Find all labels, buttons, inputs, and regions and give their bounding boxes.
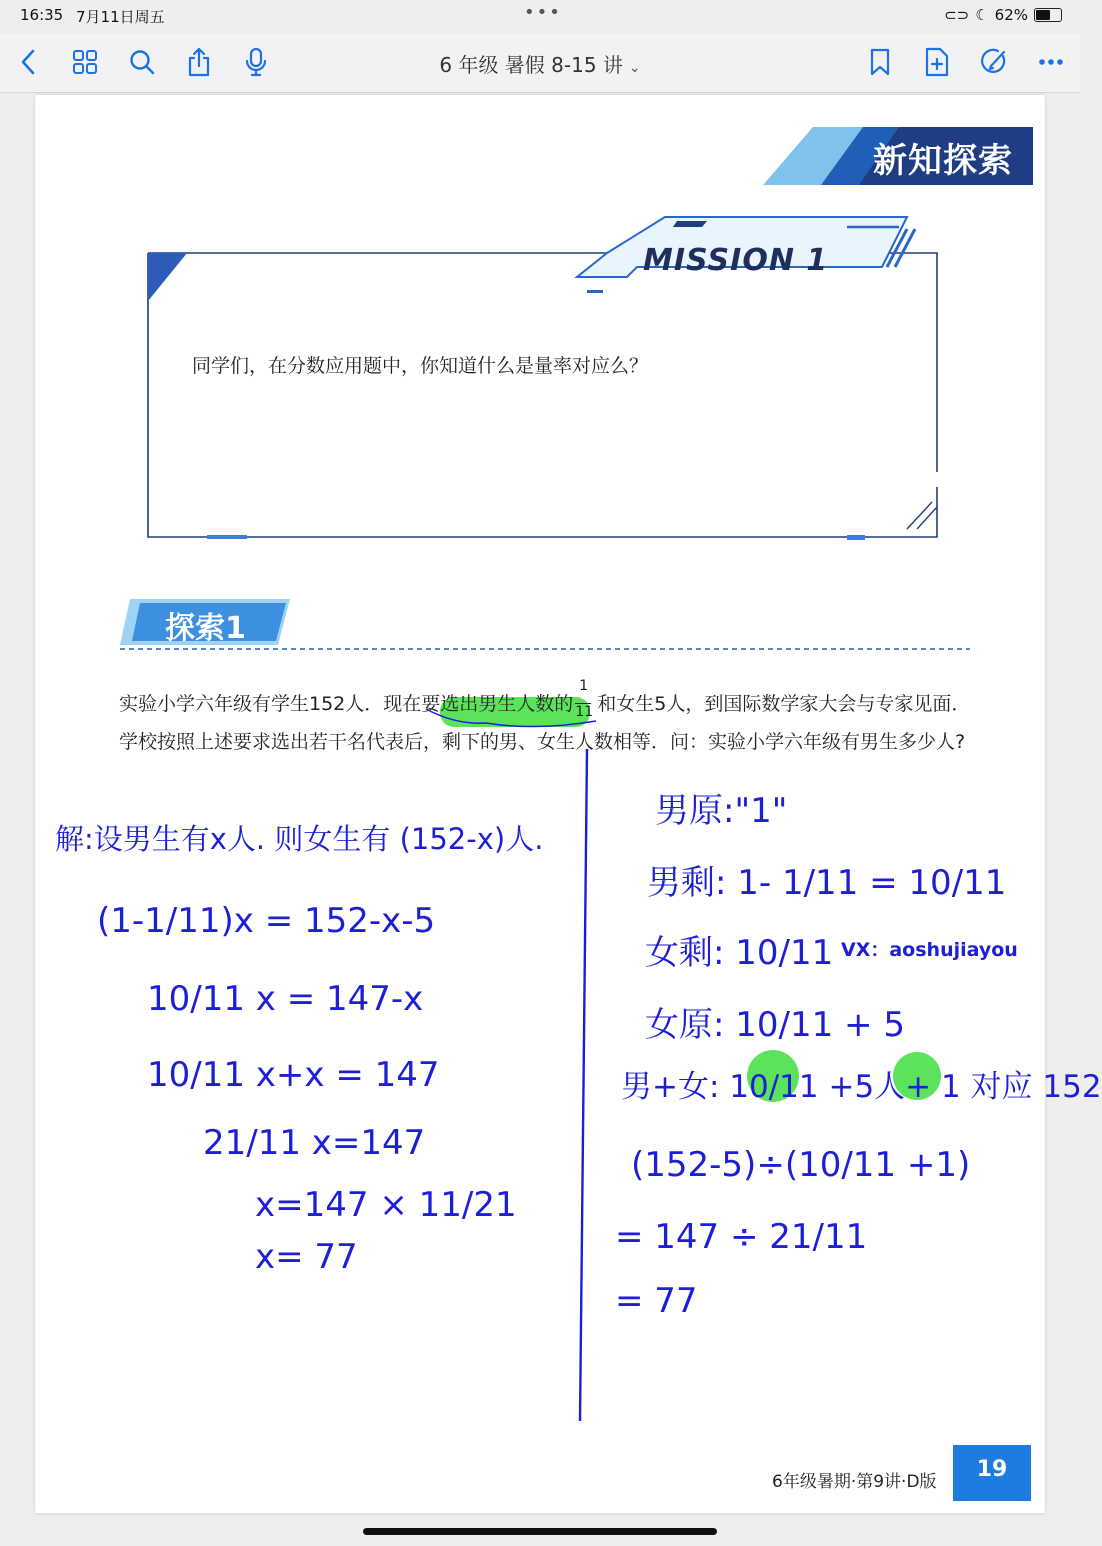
fraction-one-eleventh (575, 677, 594, 720)
mission-question: 同学们，在分数应用题中，你知道什么是量率对应么？ (192, 355, 649, 377)
more-icon[interactable] (1033, 44, 1069, 80)
handwriting-line: (152-5)÷(10/11 +1) (631, 1145, 971, 1185)
status-time: 16:35 (20, 6, 64, 24)
problem-text (119, 677, 989, 761)
status-right (944, 6, 1062, 24)
handwriting-line: 男+女: 10/11 +5人+ 1 对应 152 (621, 1069, 1102, 1105)
section-header-shape (120, 597, 980, 657)
problem-highlight (440, 693, 573, 715)
watermark-text: VX：aoshujiayou (841, 939, 1018, 961)
moon-icon: ☾ (975, 6, 989, 24)
toolbar (0, 34, 1080, 93)
section-title: 探索1 (165, 611, 246, 646)
page-number: 19 (976, 1457, 1008, 1482)
document-title[interactable] (0, 49, 1080, 78)
handwriting-line: 男剩: 1- 1/11 = 10/11 (647, 863, 1007, 903)
link-icon: ⊂⊃ (944, 6, 970, 24)
mission-title: MISSION 1 (643, 243, 829, 278)
handwriting-line: x=147 × 11/21 (255, 1185, 517, 1225)
fraction-denominator: 11 (575, 703, 594, 720)
handwriting-line: = 77 (615, 1281, 698, 1321)
battery-fill (1036, 10, 1050, 20)
chevron-down-icon[interactable]: ⌄ (628, 60, 641, 76)
handwriting-line: 解:设男生有x人. 则女生有 (152-x)人. (55, 822, 544, 856)
handwriting-line: 男原:"1" (655, 791, 788, 831)
battery-percent: 62% (994, 6, 1028, 24)
handwriting-line: x= 77 (255, 1237, 358, 1277)
problem-highlight-text: 选出男生人数的 (440, 693, 574, 715)
handwritten-divider (575, 745, 595, 1425)
handwriting-line: = 147 ÷ 21/11 (615, 1217, 868, 1257)
problem-part2: 和女生5人，到国际数学家大会与专家见面．学校按照上述要求选出若干名代表后，剩下的男、女生人数相等．问：实验小学六年级有男生多少人? (119, 693, 971, 753)
bookmark-icon[interactable] (862, 44, 898, 80)
battery-icon (1034, 8, 1062, 22)
handwriting-line: 10/11 x = 147-x (147, 979, 424, 1019)
status-date: 7月11日周五 (76, 8, 165, 26)
handwriting-line: 10/11 x+x = 147 (147, 1055, 440, 1095)
status-bar (0, 0, 1080, 34)
document-page[interactable] (35, 95, 1102, 1513)
handwriting-line: 女原: 10/11 + 5 (645, 1005, 905, 1045)
add-page-icon[interactable] (919, 44, 955, 80)
document-title-label: 6 年级 暑假 8-15 讲 (439, 53, 623, 77)
handwriting-line: 21/11 x=147 (203, 1123, 426, 1163)
handwriting-line: 女剩: 10/11 (645, 933, 834, 973)
multitask-dots-icon[interactable]: ••• (524, 2, 562, 23)
handwriting-line: (1-1/11)x = 152-x-5 (97, 901, 436, 941)
markup-icon[interactable] (976, 44, 1012, 80)
fraction-numerator: 1 (579, 677, 589, 694)
banner-title: 新知探索 (873, 141, 1013, 181)
problem-part1: 实验小学六年级有学生152人．现在要 (119, 693, 441, 715)
home-indicator[interactable] (363, 1528, 717, 1535)
footer-label: 6年级暑期·第9讲·D版 (772, 1472, 937, 1492)
